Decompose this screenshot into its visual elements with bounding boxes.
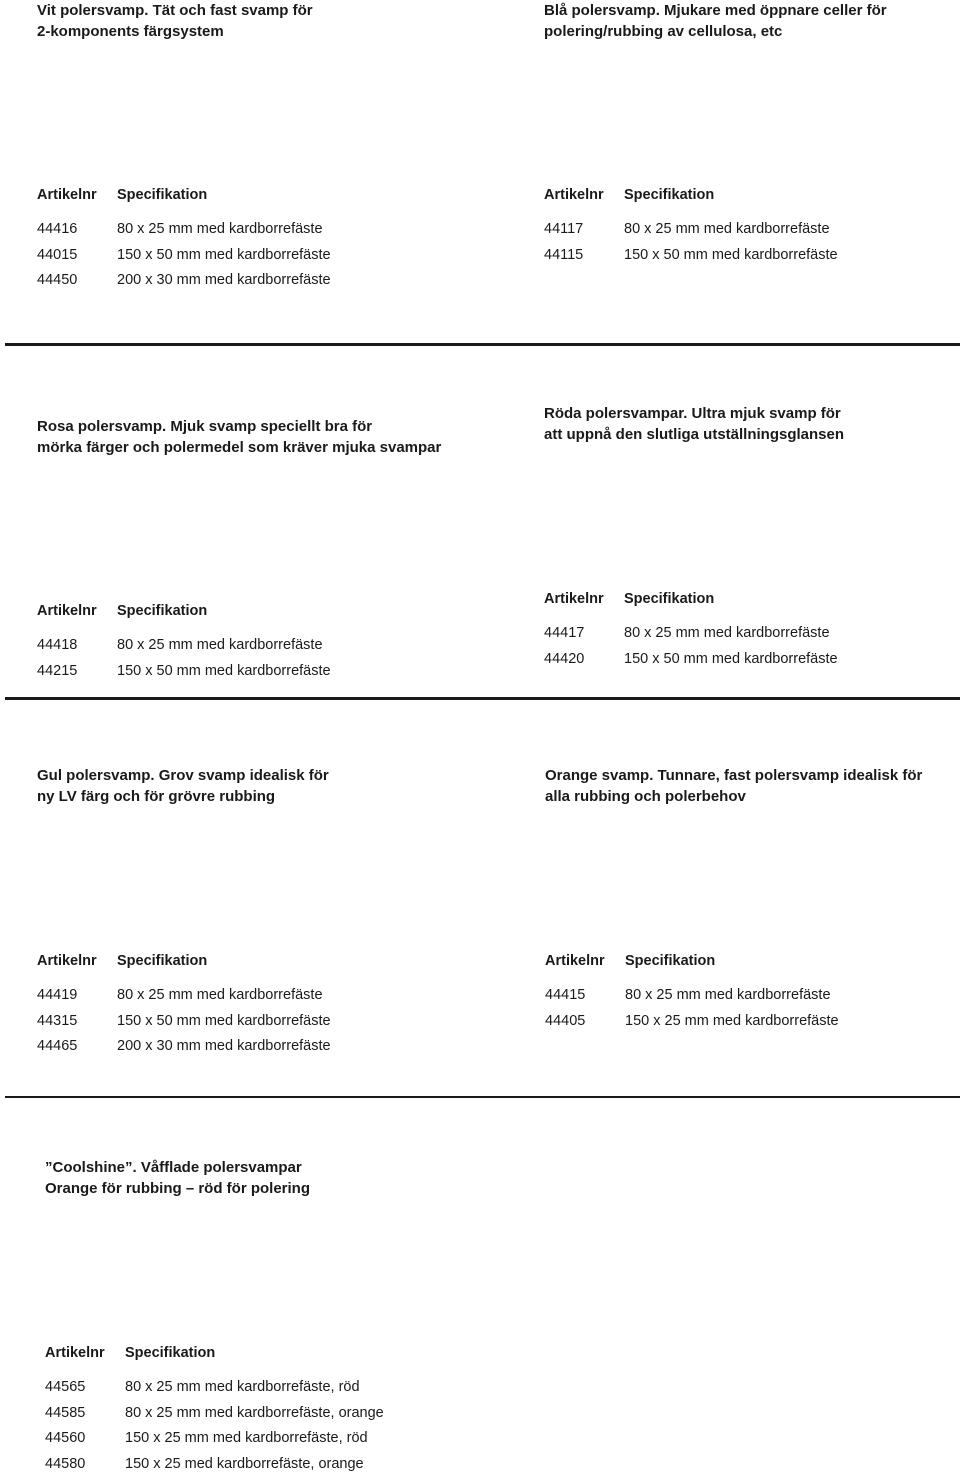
table-header xyxy=(544,186,838,204)
article-number: 44420 xyxy=(544,647,624,673)
table-row xyxy=(545,1009,839,1035)
section-divider xyxy=(5,1096,960,1098)
specification: 80 x 25 mm med kardborrefäste, röd xyxy=(125,1375,360,1401)
section-orange xyxy=(545,765,922,807)
column-specifikation: Specifikation xyxy=(624,186,714,204)
article-number: 44465 xyxy=(37,1034,117,1060)
column-artikelnr: Artikelnr xyxy=(37,952,117,970)
column-artikelnr: Artikelnr xyxy=(544,186,624,204)
specification: 150 x 50 mm med kardborrefäste xyxy=(624,243,838,269)
article-number: 44415 xyxy=(545,983,625,1009)
title-line: Rosa polersvamp. Mjuk svamp speciellt bra för xyxy=(37,416,441,437)
section-divider xyxy=(5,697,960,700)
article-number: 44585 xyxy=(45,1401,125,1427)
article-number: 44115 xyxy=(544,243,624,269)
product-table-coolshine xyxy=(45,1344,384,1477)
column-specifikation: Specifikation xyxy=(624,590,714,608)
column-artikelnr: Artikelnr xyxy=(37,186,117,204)
table-row xyxy=(544,243,838,269)
product-table-orange xyxy=(545,952,839,1034)
section-divider xyxy=(5,343,960,346)
table-header xyxy=(37,602,331,620)
specification: 80 x 25 mm med kardborrefäste, orange xyxy=(125,1401,384,1427)
product-table-bla xyxy=(544,186,838,268)
specification: 80 x 25 mm med kardborrefäste xyxy=(625,983,831,1009)
column-artikelnr: Artikelnr xyxy=(545,952,625,970)
product-table-roda xyxy=(544,590,838,672)
column-artikelnr: Artikelnr xyxy=(45,1344,125,1362)
column-specifikation: Specifikation xyxy=(117,186,207,204)
product-table-rosa xyxy=(37,602,331,684)
section-vit xyxy=(37,0,313,42)
specification: 150 x 25 mm med kardborrefäste, röd xyxy=(125,1426,368,1452)
column-artikelnr: Artikelnr xyxy=(37,602,117,620)
article-number: 44015 xyxy=(37,243,117,269)
title-line: Röda polersvampar. Ultra mjuk svamp för xyxy=(544,403,844,424)
title-line: Vit polersvamp. Tät och fast svamp för xyxy=(37,0,313,21)
specification: 80 x 25 mm med kardborrefäste xyxy=(624,217,830,243)
section-title xyxy=(37,0,313,42)
section-bla xyxy=(544,0,887,42)
table-row xyxy=(37,1009,331,1035)
specification: 150 x 50 mm med kardborrefäste xyxy=(117,1009,331,1035)
column-artikelnr: Artikelnr xyxy=(544,590,624,608)
article-number: 44560 xyxy=(45,1426,125,1452)
section-title xyxy=(544,0,887,42)
title-line: Gul polersvamp. Grov svamp idealisk för xyxy=(37,765,329,786)
product-table-vit xyxy=(37,186,331,294)
article-number: 44450 xyxy=(37,268,117,294)
table-row xyxy=(37,633,331,659)
article-number: 44565 xyxy=(45,1375,125,1401)
title-line: ”Coolshine”. Våfflade polersvampar xyxy=(45,1157,310,1178)
section-title xyxy=(37,416,441,458)
table-row xyxy=(545,983,839,1009)
table-row xyxy=(37,268,331,294)
article-number: 44405 xyxy=(545,1009,625,1035)
section-coolshine xyxy=(45,1157,310,1199)
title-line: 2-komponents färgsystem xyxy=(37,21,313,42)
specification: 150 x 50 mm med kardborrefäste xyxy=(117,659,331,685)
specification: 200 x 30 mm med kardborrefäste xyxy=(117,1034,331,1060)
section-title xyxy=(545,765,922,807)
table-header xyxy=(544,590,838,608)
table-header xyxy=(545,952,839,970)
title-line: Orange för rubbing – röd för polering xyxy=(45,1178,310,1199)
section-rosa xyxy=(37,416,441,458)
section-title xyxy=(45,1157,310,1199)
specification: 80 x 25 mm med kardborrefäste xyxy=(117,983,323,1009)
table-row xyxy=(45,1401,384,1427)
column-specifikation: Specifikation xyxy=(625,952,715,970)
title-line: Orange svamp. Tunnare, fast polersvamp idealisk för xyxy=(545,765,922,786)
title-line: att uppnå den slutliga utställningsglansen xyxy=(544,424,844,445)
title-line: alla rubbing och polerbehov xyxy=(545,786,922,807)
specification: 150 x 50 mm med kardborrefäste xyxy=(624,647,838,673)
specification: 150 x 25 mm med kardborrefäste xyxy=(625,1009,839,1035)
table-row xyxy=(37,1034,331,1060)
specification: 200 x 30 mm med kardborrefäste xyxy=(117,268,331,294)
specification: 80 x 25 mm med kardborrefäste xyxy=(624,621,830,647)
table-row xyxy=(45,1452,384,1477)
table-row xyxy=(37,983,331,1009)
article-number: 44417 xyxy=(544,621,624,647)
table-row xyxy=(544,647,838,673)
table-row xyxy=(544,621,838,647)
table-header xyxy=(37,186,331,204)
table-row xyxy=(544,217,838,243)
section-roda xyxy=(544,403,844,445)
article-number: 44315 xyxy=(37,1009,117,1035)
column-specifikation: Specifikation xyxy=(117,602,207,620)
table-row xyxy=(37,217,331,243)
table-row xyxy=(37,659,331,685)
table-header xyxy=(37,952,331,970)
table-row xyxy=(45,1375,384,1401)
specification: 150 x 50 mm med kardborrefäste xyxy=(117,243,331,269)
article-number: 44419 xyxy=(37,983,117,1009)
article-number: 44416 xyxy=(37,217,117,243)
article-number: 44580 xyxy=(45,1452,125,1477)
table-row xyxy=(45,1426,384,1452)
column-specifikation: Specifikation xyxy=(117,952,207,970)
column-specifikation: Specifikation xyxy=(125,1344,215,1362)
specification: 150 x 25 med kardborrefäste, orange xyxy=(125,1452,364,1477)
table-row xyxy=(37,243,331,269)
title-line: ny LV färg och för grövre rubbing xyxy=(37,786,329,807)
specification: 80 x 25 mm med kardborrefäste xyxy=(117,217,323,243)
title-line: polering/rubbing av cellulosa, etc xyxy=(544,21,887,42)
section-gul xyxy=(37,765,329,807)
article-number: 44117 xyxy=(544,217,624,243)
title-line: mörka färger och polermedel som kräver mjuka svampar xyxy=(37,437,441,458)
title-line: Blå polersvamp. Mjukare med öppnare celler för xyxy=(544,0,887,21)
section-title xyxy=(37,765,329,807)
product-table-gul xyxy=(37,952,331,1060)
article-number: 44215 xyxy=(37,659,117,685)
specification: 80 x 25 mm med kardborrefäste xyxy=(117,633,323,659)
article-number: 44418 xyxy=(37,633,117,659)
table-header xyxy=(45,1344,384,1362)
section-title xyxy=(544,403,844,445)
